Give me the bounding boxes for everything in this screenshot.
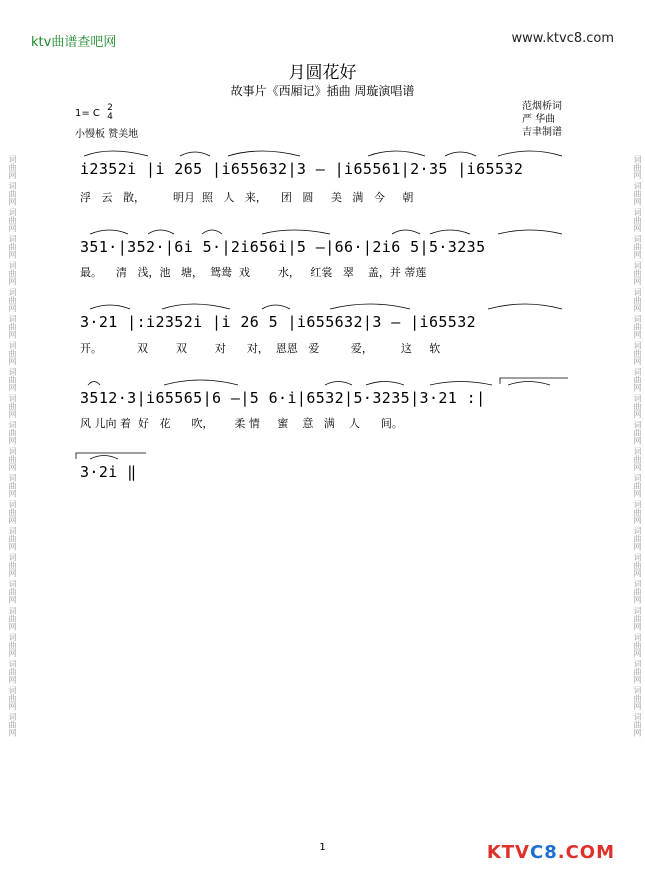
tempo-marking: 小慢板 赞美地 <box>75 129 139 140</box>
ktvc8-logo <box>487 842 615 863</box>
meter-bottom: 4 <box>107 112 113 122</box>
key-label: 1= C <box>75 108 100 119</box>
song-title: 月圆花好 <box>288 63 357 83</box>
song-subtitle: 故事片《西厢记》插曲 周璇演唱谱 <box>230 84 415 98</box>
site-name-left[interactable]: ktv曲谱查吧网 <box>31 35 117 50</box>
notes-row-3: 3·21 |:i2352i |i 26 5 |i655632|3 — |i65532 <box>80 313 477 331</box>
volta-brackets <box>76 378 568 459</box>
lyrics-row-1: 浮 云 散， 明月 照 人 来， 团 圆 美 满 今 朝 <box>80 191 414 204</box>
composer: 严 华曲 <box>522 114 556 125</box>
slurs-row-3 <box>90 304 562 309</box>
notes-row-1: i2352i |i 265 |i655632|3 — |i65561|2·35 |i65532 <box>80 160 524 178</box>
meter-top: 2 <box>107 103 113 113</box>
slurs-row-4 <box>88 380 550 385</box>
lyrics-row-3: 开。 双 双 对 对， 恩恩 爱 爱， 这 软 <box>80 342 441 355</box>
lyricist: 范烟桥词 <box>522 101 562 112</box>
watermark-text: 词曲网 词曲网 词曲网 词曲网 词曲网 词曲网 词曲网 词曲网 词曲网 词曲网 词曲网 词曲网 词曲网 词曲网 词曲网 词曲网 词曲网 词曲网 词曲网 词曲网 词曲网 词曲网 <box>633 154 642 737</box>
notes-row-2: 351·|352·|6i 5·|2i656i|5 —|66·|2i6 5|5·3235 <box>80 238 486 256</box>
page-number: 1 <box>319 842 326 853</box>
watermark-text: 词曲网 词曲网 词曲网 词曲网 词曲网 词曲网 词曲网 词曲网 词曲网 词曲网 词曲网 词曲网 词曲网 词曲网 词曲网 词曲网 词曲网 词曲网 词曲网 词曲网 词曲网 词曲网 <box>8 154 17 737</box>
notes-row-5: 3·2i ‖ <box>80 463 137 481</box>
logo-part-right: .COM <box>557 842 615 863</box>
notes-row-4: 3512·3|i65565|6 —|5 6·i|6532|5·3235|3·21 :| <box>80 389 486 407</box>
site-url-right[interactable]: www.ktvc8.com <box>511 31 614 46</box>
logo-part-left: KTV <box>486 842 530 863</box>
lyrics-row-2: 最。 清 浅，池 塘， 鸳鸯 戏 水， 红裳 翠 盖，并 蒂莲 <box>80 266 427 279</box>
lyrics-row-4: 风 儿向 着 好 花 吹， 柔 情 蜜 意 满 人 间。 <box>80 417 403 430</box>
logo-part-mid: C8 <box>530 842 558 863</box>
slurs-row-1 <box>84 151 562 156</box>
slurs-row-2 <box>90 230 562 234</box>
arranger: 吉聿制谱 <box>522 127 562 138</box>
slur-row-5 <box>90 456 118 460</box>
